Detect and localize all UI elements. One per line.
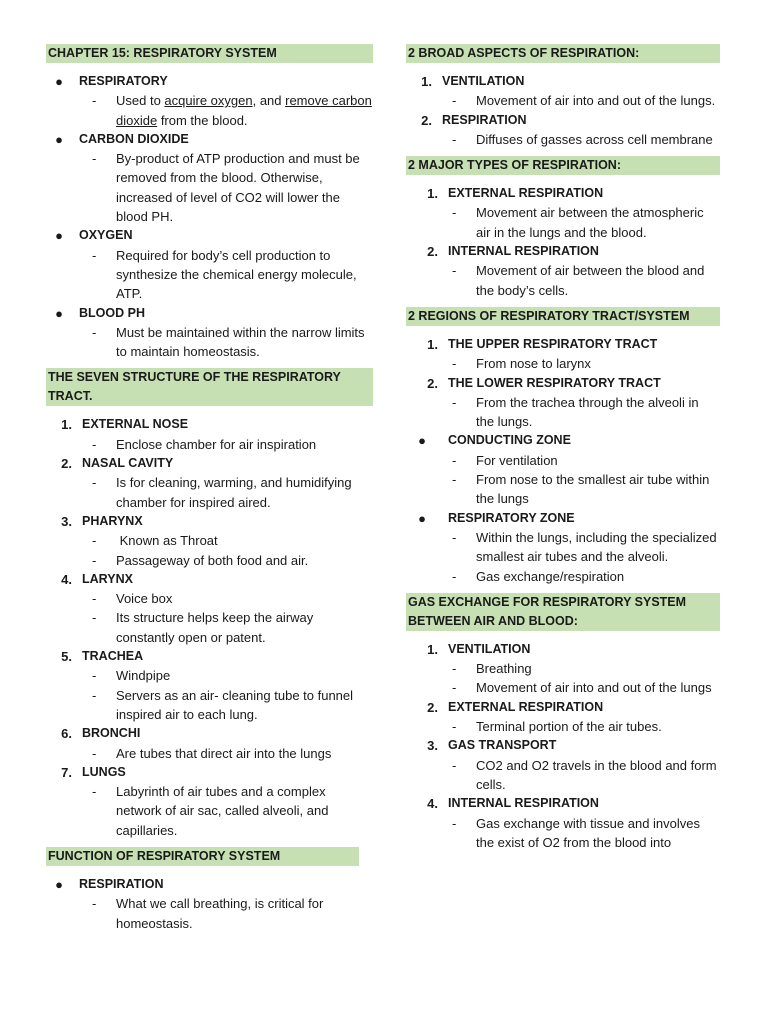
dash-icon: - [92, 324, 97, 340]
section-header: 2 BROAD ASPECTS OF RESPIRATION: [406, 44, 720, 63]
list-item [406, 335, 720, 354]
item-title: THE LOWER RESPIRATORY TRACT [448, 375, 661, 390]
sub-item-text: CO2 and O2 travels in the blood and form cells. [476, 757, 717, 792]
item-title: CONDUCTING ZONE [448, 433, 571, 448]
bullet-icon: ● [418, 510, 426, 526]
list-item [406, 72, 720, 91]
sub-item [406, 567, 720, 586]
bullet-icon: ● [55, 228, 63, 244]
sub-item-text: From nose to larynx [476, 356, 591, 372]
item-title: VENTILATION [442, 74, 525, 88]
dash-icon: - [92, 151, 97, 167]
list-item [406, 640, 720, 659]
list-item [406, 184, 720, 203]
underlined-term: remove carbon dioxide [116, 93, 372, 128]
list-item [46, 130, 373, 149]
list-item [406, 698, 720, 717]
sub-item [406, 261, 720, 300]
sub-item-text: Voice box [116, 591, 173, 607]
section-header: FUNCTION OF RESPIRATORY SYSTEM [46, 847, 359, 866]
sub-item-text: From the trachea through the alveoli in the lungs. [476, 394, 699, 430]
list-item [406, 509, 720, 528]
sub-item-text: Windpipe [116, 668, 171, 684]
sub-item [406, 528, 720, 567]
item-title: EXTERNAL NOSE [82, 417, 189, 432]
dash-icon: - [92, 668, 97, 684]
sub-item [406, 659, 720, 678]
item-title: OXYGEN [79, 228, 133, 243]
item-title: RESPIRATION [79, 876, 164, 891]
sub-item-text: Gas exchange/respiration [476, 568, 625, 584]
dash-icon: - [452, 356, 457, 372]
bullet-icon: ● [418, 433, 426, 449]
sub-item-text: Is for cleaning, warming, and humidifying chamber for inspired aired. [116, 475, 352, 510]
dash-icon: - [452, 680, 457, 696]
dash-icon: - [92, 745, 97, 761]
item-title: LUNGS [82, 764, 126, 779]
sub-item-text: Known as Throat [116, 533, 218, 549]
sub-item-text: From nose to the smallest air tube within the lungs [476, 472, 710, 507]
item-title: BLOOD PH [79, 305, 145, 320]
sub-item [46, 589, 373, 608]
section-header: 2 MAJOR TYPES OF RESPIRATION: [406, 156, 720, 175]
sub-item-text: What we call breathing, is critical for homeostasis. [116, 896, 324, 931]
sub-item-text: Servers as an air- cleaning tube to funnel inspired air to each lung. [116, 687, 354, 722]
list-item [46, 512, 373, 531]
sub-item-text: Are tubes that direct air into the lungs [116, 745, 332, 761]
sub-item [406, 130, 720, 149]
dash-icon: - [452, 394, 457, 410]
item-number: 4. [427, 796, 438, 812]
sub-item [406, 451, 720, 470]
list-item [406, 794, 720, 813]
sub-item-text: Diffuses of gasses across cell membrane [476, 131, 713, 147]
item-title: EXTERNAL RESPIRATION [448, 186, 604, 201]
section-major-types [406, 156, 720, 300]
sub-item [46, 91, 373, 130]
dash-icon: - [452, 568, 457, 584]
bullet-icon: ● [55, 131, 63, 147]
list-item [46, 72, 373, 91]
item-number: 5. [61, 649, 72, 665]
dash-icon: - [92, 533, 97, 549]
sub-item-text: Labyrinth of air tubes and a complex network of air sac, called alveoli, and capillaries. [116, 784, 329, 838]
list-item [46, 454, 373, 473]
section-seven-structures [46, 368, 373, 840]
sub-item-text: For ventilation [476, 452, 558, 468]
section-header: GAS EXCHANGE FOR RESPIRATORY SYSTEM BETWEEN AIR AND BLOOD: [406, 593, 720, 631]
item-number: 2. [427, 699, 438, 715]
sub-item-text: Enclose chamber for air inspiration [116, 436, 317, 452]
sub-item [46, 435, 373, 454]
dash-icon: - [92, 436, 97, 452]
sub-item [46, 551, 373, 570]
item-title: CARBON DIOXIDE [79, 131, 189, 146]
dash-icon: - [92, 591, 97, 607]
dash-icon: - [452, 263, 457, 279]
sub-item [406, 393, 720, 432]
item-title: RESPIRATORY [79, 74, 168, 88]
list-item [46, 875, 373, 894]
sub-item-text: Movement air between the atmospheric air in the lungs and the blood. [476, 205, 704, 240]
sub-item [406, 354, 720, 373]
dash-icon: - [92, 896, 97, 912]
item-number: 2. [421, 112, 432, 128]
item-number: 2. [427, 375, 438, 391]
item-number: 4. [61, 571, 72, 587]
dash-icon: - [452, 452, 457, 468]
sub-item [406, 203, 720, 242]
left-column [46, 44, 373, 940]
list-item [46, 763, 373, 782]
sub-item-text: By-product of ATP production and must be removed from the blood. Otherwise, increased of level of CO2 will lower the blood PH. [116, 151, 360, 225]
item-title: TRACHEA [82, 649, 144, 664]
item-number: 6. [61, 726, 72, 742]
sub-item-text: Breathing [476, 661, 532, 677]
item-title: LARYNX [82, 571, 133, 586]
sub-item [406, 756, 720, 795]
item-title: BRONCHI [82, 726, 141, 741]
item-number: 2. [427, 244, 438, 260]
section-header: 2 REGIONS OF RESPIRATORY TRACT/SYSTEM [406, 307, 720, 326]
item-number: 1. [427, 336, 438, 352]
sub-item [406, 91, 720, 110]
section-header: THE SEVEN STRUCTURE OF THE RESPIRATORY TRACT. [46, 368, 373, 406]
list-item [46, 724, 373, 743]
item-number: 3. [427, 738, 438, 754]
dash-icon: - [452, 719, 457, 735]
dash-icon: - [92, 552, 97, 568]
dash-icon: - [92, 93, 97, 109]
item-title: VENTILATION [448, 641, 531, 656]
item-title: RESPIRATION [442, 112, 527, 127]
item-title: NASAL CAVITY [82, 456, 174, 471]
sub-item [46, 246, 373, 304]
dash-icon: - [452, 529, 457, 545]
sub-item [46, 686, 373, 725]
sub-item-text: Within the lungs, including the specialized smallest air tubes and the alveoli. [476, 529, 717, 565]
sub-item [46, 608, 373, 647]
sub-item [46, 894, 373, 933]
dash-icon: - [452, 815, 457, 831]
list-item [46, 226, 373, 245]
list-item [46, 415, 373, 434]
item-title: PHARYNX [82, 513, 143, 528]
dash-icon: - [92, 784, 97, 800]
sub-item [46, 149, 373, 226]
dash-icon: - [452, 205, 457, 221]
list-item [46, 647, 373, 666]
bullet-icon: ● [55, 74, 63, 89]
item-number: 1. [61, 417, 72, 433]
list-item [406, 242, 720, 261]
sub-item-text: Movement of air between the blood and the body’s cells. [476, 263, 705, 298]
sub-item-text: Required for body’s cell production to synthesize the chemical energy molecule, ATP. [116, 247, 357, 302]
section-chapter-15 [46, 44, 373, 361]
right-column [406, 44, 720, 859]
section-function [46, 847, 373, 933]
sub-item [46, 782, 373, 840]
sub-item-text: Movement of air into and out of the lungs [476, 680, 712, 696]
list-item [406, 736, 720, 755]
sub-item-text: Terminal portion of the air tubes. [476, 719, 662, 735]
sub-item [406, 814, 720, 853]
sub-item-text [116, 91, 373, 130]
item-title: EXTERNAL RESPIRATION [448, 699, 604, 714]
sub-item-text: Must be maintained within the narrow limits to maintain homeostasis. [116, 324, 365, 360]
dash-icon: - [92, 687, 97, 703]
item-title: INTERNAL RESPIRATION [448, 796, 599, 811]
sub-item-text: Its structure helps keep the airway constantly open or patent. [116, 610, 314, 645]
list-item [46, 304, 373, 323]
text-run: Used to [116, 93, 165, 109]
item-number: 1. [427, 186, 438, 202]
sub-item [406, 678, 720, 697]
text-run: from the blood. [157, 112, 248, 128]
dash-icon: - [452, 757, 457, 773]
dash-icon: - [92, 610, 97, 626]
section-gas-exchange [406, 593, 720, 852]
sub-item [406, 470, 720, 509]
section-header: CHAPTER 15: RESPIRATORY SYSTEM [46, 44, 373, 63]
item-number: 1. [427, 641, 438, 657]
section-broad-aspects [406, 44, 720, 149]
dash-icon: - [92, 247, 97, 263]
sub-item-text: Gas exchange with tissue and involves the exist of O2 from the blood into [476, 815, 701, 850]
item-number: 7. [61, 764, 72, 780]
list-item [46, 570, 373, 589]
list-item [406, 374, 720, 393]
sub-item [46, 744, 373, 763]
item-number: 1. [421, 74, 432, 89]
bullet-icon: ● [55, 876, 63, 892]
dash-icon: - [452, 472, 457, 488]
item-title: THE UPPER RESPIRATORY TRACT [448, 336, 658, 351]
sub-item [46, 666, 373, 685]
bullet-icon: ● [55, 305, 63, 321]
item-title: RESPIRATORY ZONE [448, 510, 575, 525]
list-item [406, 111, 720, 130]
dash-icon: - [92, 475, 97, 491]
dash-icon: - [452, 661, 457, 677]
section-regions [406, 307, 720, 586]
dash-icon: - [452, 93, 457, 109]
underlined-term: acquire oxygen [164, 93, 253, 109]
sub-item [46, 473, 373, 512]
item-number: 3. [61, 513, 72, 529]
item-title: INTERNAL RESPIRATION [448, 244, 599, 259]
sub-item [46, 323, 373, 362]
sub-item [406, 717, 720, 736]
item-title: GAS TRANSPORT [448, 738, 557, 753]
item-number: 2. [61, 456, 72, 472]
list-item [406, 431, 720, 450]
sub-item-text: Passageway of both food and air. [116, 552, 309, 568]
dash-icon: - [452, 131, 457, 147]
sub-item [46, 531, 373, 550]
sub-item-text: Movement of air into and out of the lungs. [476, 93, 716, 109]
text-run: , and [252, 93, 286, 109]
